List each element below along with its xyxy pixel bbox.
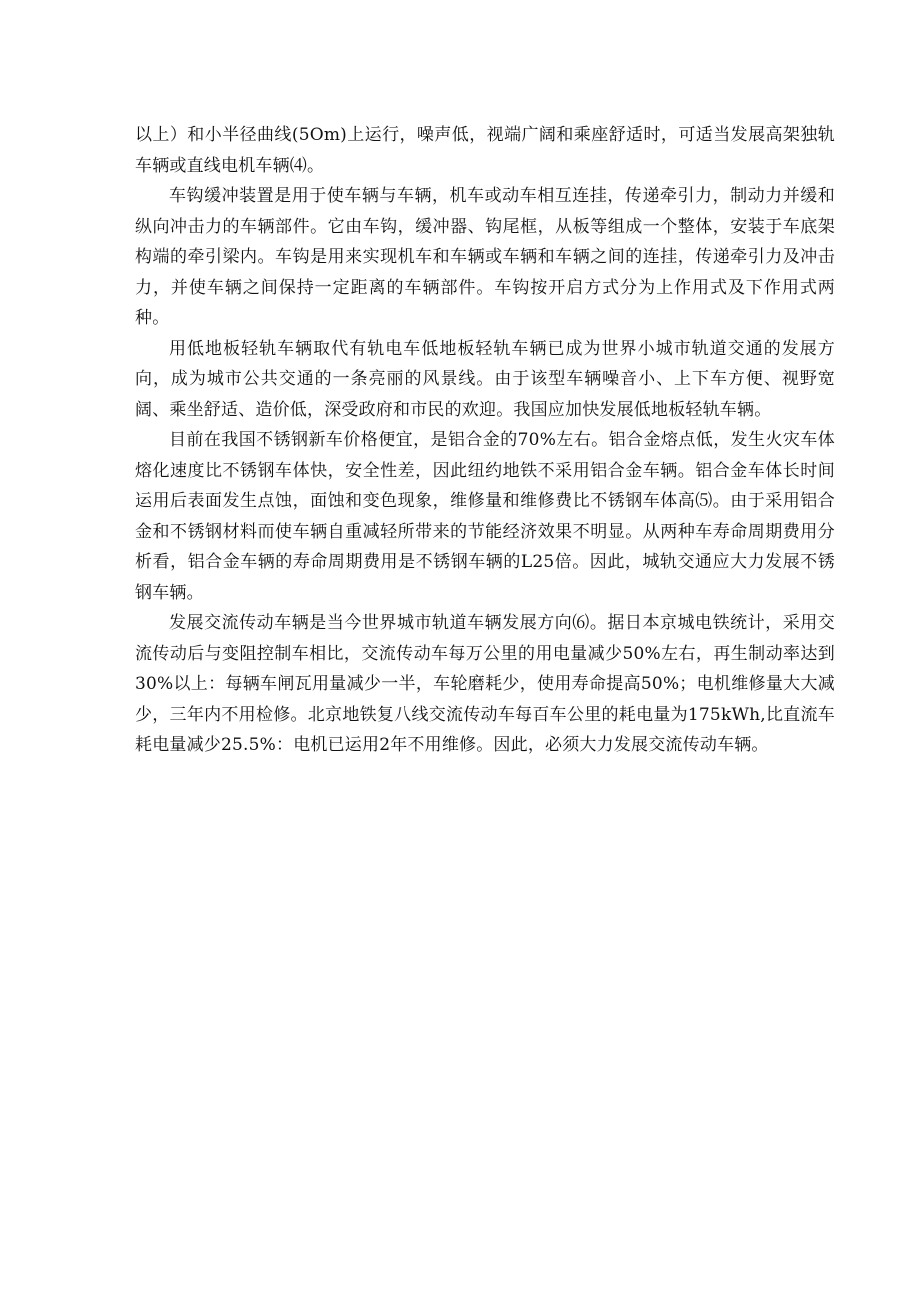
paragraph-4: 目前在我国不锈钢新车价格便宜，是铝合金的70%左右。铝合金熔点低，发生火灾车体熔化速度比不锈钢车体快，安全性差，因此纽约地铁不采用铝合金车辆。铝合金车体长时间运用后表面发生点蚀，面蚀和变色现象，维修量和维修费比不锈钢车体高⑸。由于采用铝合金和不锈钢材料而使车辆自重减轻所带来的节能经济效果不明显。从两种车寿命周期费用分析看，铝合金车辆的寿命周期费用是不锈钢车辆的L25倍。因此，城轨交通应大力发展不锈钢车辆。: [135, 430, 835, 603]
paragraph-3: 用低地板轻轨车辆取代有轨电车低地板轻轨车辆已成为世界小城市轨道交通的发展方向，成为城市公共交通的一条亮丽的风景线。由于该型车辆噪音小、上下车方便、视野宽阔、乘坐舒适、造价低，深受政府和市民的欢迎。我国应加快发展低地板轻轨车辆。: [135, 338, 835, 420]
document-body: [135, 120, 835, 761]
paragraph-5: 发展交流传动车辆是当今世界城市轨道车辆发展方向⑹。据日本京城电铁统计，采用交流传动后与变阻控制车相比，交流传动车每万公里的用电量减少50%左右，再生制动率达到30%以上：每辆车闸瓦用量减少一半，车轮磨耗少，使用寿命提高50%；电机维修量大大减少，三年内不用检修。北京地铁复八线交流传动车每百车公里的耗电量为175kWh,比直流车耗电量减少25.5%：电机已运用2年不用维修。因此，必须大力发展交流传动车辆。: [135, 613, 835, 755]
paragraph-1: 以上）和小半径曲线(5Om)上运行，噪声低，视端广阔和乘座舒适时，可适当发展高架独轨车辆或直线电机车辆⑷。: [135, 125, 835, 176]
paragraph-2: 车钩缓冲装置是用于使车辆与车辆，机车或动车相互连挂，传递牵引力，制动力并缓和纵向冲击力的车辆部件。它由车钩，缓冲器、钩尾框，从板等组成一个整体，安装于车底架构端的牵引梁内。车钩是用来实现机车和车辆或车辆和车辆之间的连挂，传递牵引力及冲击力，并使车辆之间保持一定距离的车辆部件。车钩按开启方式分为上作用式及下作用式两种。: [135, 186, 835, 328]
